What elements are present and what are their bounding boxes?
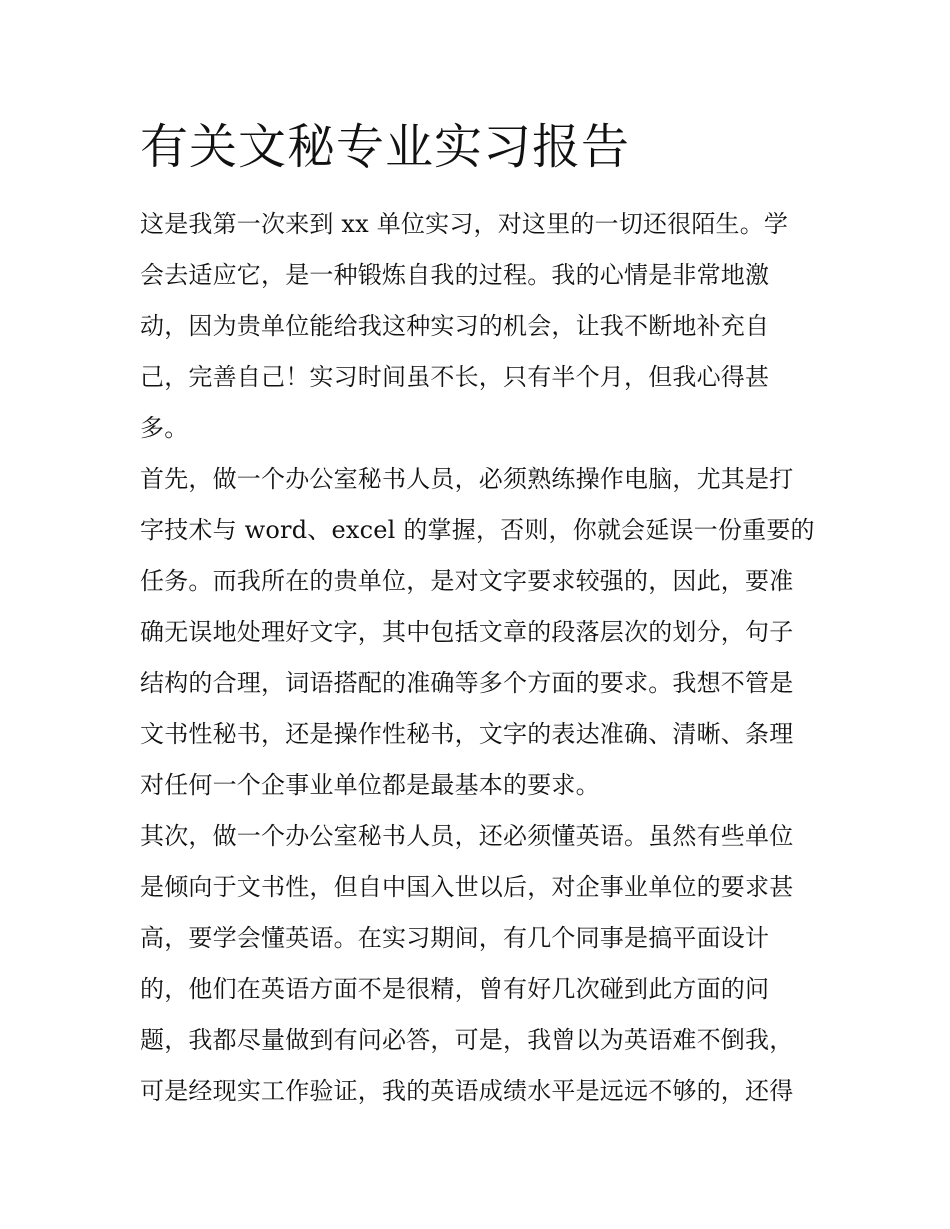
text-line: 高，要学会懂英语。在实习期间，有几个同事是搞平面设计 <box>140 924 770 952</box>
paragraph-english-skills <box>140 811 812 1117</box>
text-line: 文书性秘书，还是操作性秘书，文字的表达准确、清晰、条理 <box>140 720 794 748</box>
text-line: 字技术与 word、excel 的掌握，否则，你就会延误一份重要的 <box>140 516 815 544</box>
text-line: 任务。而我所在的贵单位，是对文字要求较强的，因此，要准 <box>140 567 794 595</box>
document-body <box>140 112 815 1117</box>
document-title: 有关文秘专业实习报告 <box>140 119 631 175</box>
text-line: 的，他们在英语方面不是很精，曾有好几次碰到此方面的问 <box>140 975 770 1003</box>
text-line: 首先，做一个办公室秘书人员，必须熟练操作电脑，尤其是打 <box>140 465 794 493</box>
text-line: 确无误地处理好文字，其中包括文章的段落层次的划分，句子 <box>140 618 794 646</box>
text-line: 其次，做一个办公室秘书人员，还必须懂英语。虽然有些单位 <box>140 822 794 850</box>
paragraph-computer-skills <box>140 454 815 811</box>
text-line: 对任何一个企事业单位都是最基本的要求。 <box>140 771 600 799</box>
text-line: 是倾向于文书性，但自中国入世以后，对企事业单位的要求甚 <box>140 873 794 901</box>
text-line: 这是我第一次来到 xx 单位实习，对这里的一切还很陌生。学 <box>140 210 789 238</box>
text-line: 多。 <box>140 414 189 442</box>
text-line: 动，因为贵单位能给我这种实习的机会，让我不断地补充自 <box>140 312 770 340</box>
text-line: 题，我都尽量做到有问必答，可是，我曾以为英语难不倒我， <box>140 1026 794 1054</box>
paragraph-intro <box>140 199 812 454</box>
text-line: 会去适应它，是一种锻炼自我的过程。我的心情是非常地激 <box>140 261 770 289</box>
text-line: 己，完善自己！实习时间虽不长，只有半个月，但我心得甚 <box>140 363 770 391</box>
text-line: 可是经现实工作验证，我的英语成绩水平是远远不够的，还得 <box>140 1077 794 1105</box>
text-line: 结构的合理，词语搭配的准确等多个方面的要求。我想不管是 <box>140 669 794 697</box>
